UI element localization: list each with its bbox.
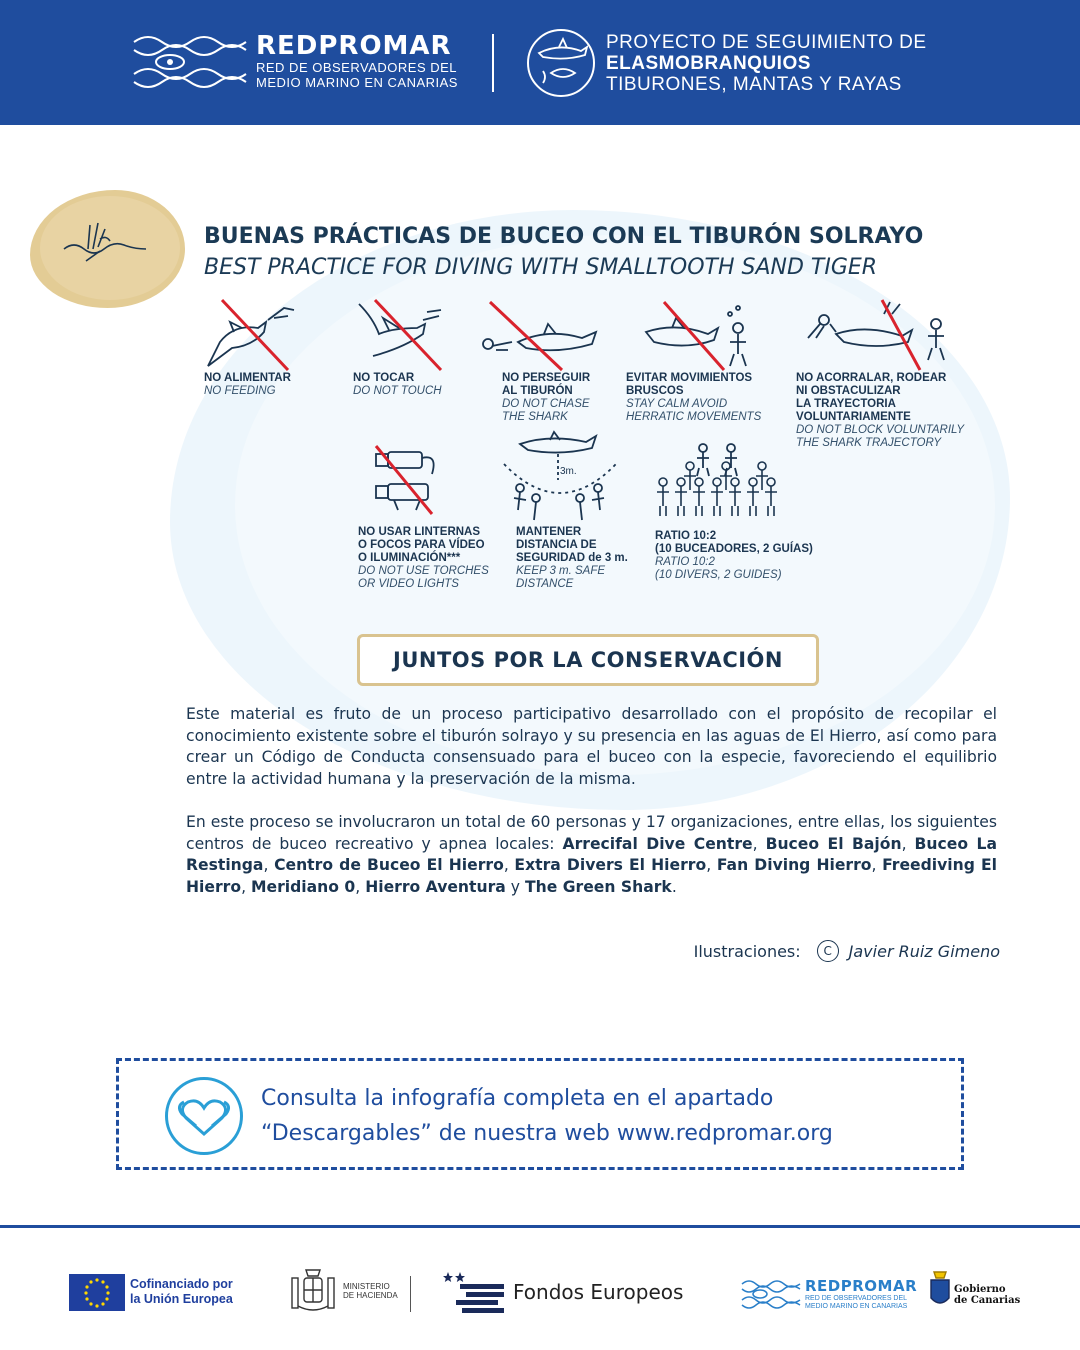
dive-center: Hierro Aventura [365,877,506,896]
title-spanish: BUENAS PRÁCTICAS DE BUCEO CON EL TIBURÓN SOLRAYO [204,224,924,249]
redpromar-logo-icon [132,32,247,92]
dive-center: Buceo La Restinga [186,834,997,875]
practice-label-es: NO TOCAR [353,372,415,384]
info-line-1: Consulta la infografía completa en el apartado [261,1086,774,1111]
header-divider [492,34,494,92]
project-line-3: TIBURONES, MANTAS Y RAYAS [606,74,902,95]
dive-center: Extra Divers El Hierro [514,856,707,875]
practice-label-en: NO FEEDING [204,385,276,397]
practice-label-en: DO NOT USE TORCHES OR VIDEO LIGHTS [358,565,489,590]
ministry-text: MINISTERIO DE HACIENDA [343,1282,398,1300]
practice-label-en: DO NOT TOUCH [353,385,442,397]
practice-label-en: KEEP 3 m. SAFE DISTANCE [516,565,606,590]
dive-center: Meridiano 0 [251,877,356,896]
credits-author: Javier Ruiz Gimeno [848,941,1000,961]
separator: , [263,856,275,875]
diver-hand-icon [60,215,150,275]
eu-cofinanced-text: Cofinanciado por la Unión Europea [130,1277,233,1306]
canarias-coat-of-arms-icon [929,1270,951,1310]
practice-label-es: NO PERSEGUIR AL TIBURÓN [502,372,591,397]
practice-label-es: NO ACORRALAR, RODEAR NI OBSTACULIZAR LA TRAYECTORIA VOLUNTARIAMENTE [796,372,947,423]
copyright-icon: C [817,940,839,962]
no-lights-icon [358,444,448,534]
practice-label-es: MANTENER DISTANCIA DE SEGURIDAD de 3 m. [516,526,628,564]
practice-no-feeding [204,298,300,398]
redpromar-footer-name: REDPROMAR [805,1277,918,1295]
shark-emblem-icon [527,29,595,97]
practice-no-touch [353,298,449,398]
separator: , [355,877,366,896]
header-bar [0,0,1080,125]
separator: , [706,856,717,875]
download-info-box [116,1058,964,1170]
gobierno-canarias-text: Gobierno de Canarias [954,1284,1021,1306]
dive-center: Fan Diving Hierro [716,856,872,875]
no-block-icon [796,298,952,372]
separator: , [901,834,915,853]
practice-no-block [796,298,964,450]
conjunction: y [505,877,525,896]
practice-label-es: EVITAR MOVIMIENTOS BRUSCOS [626,372,753,397]
redpromar-footer-logo-icon [740,1278,802,1310]
dive-center: Arrecifal Dive Centre [562,834,753,853]
safe-distance-icon [500,430,620,526]
dive-center: Buceo El Bajón [765,834,902,853]
separator: , [503,856,515,875]
spain-coat-of-arms-icon [288,1266,338,1316]
practice-ratio [655,440,813,582]
hearts-icon [165,1077,243,1155]
ratio-icon [655,440,789,526]
no-feeding-icon [204,298,300,372]
brand-subtitle-2: MEDIO MARINO EN CANARIAS [256,75,458,90]
practice-label-en: STAY CALM AVOID HERRATIC MOVEMENTS [626,398,762,423]
participants-intro: En este proceso se involucraron un total de 60 personas y 17 organizaciones, entre ellas, los siguientes centros de buceo recreativo y apnea locales: [186,813,997,853]
fondos-europeos-text: Fondos Europeos [513,1280,684,1304]
separator: , [871,856,883,875]
project-line-1: PROYECTO DE SEGUIMIENTO DE [606,32,927,53]
practice-safe-distance [500,430,628,591]
separator: , [241,877,251,896]
footer-divider [0,1225,1080,1228]
participants-paragraph [186,812,997,898]
illustration-credits [694,940,1000,962]
practice-label-es: RATIO 10:2 (10 BUCEADORES, 2 GUÍAS) [655,530,813,555]
practice-label-es: NO USAR LINTERNAS O FOCOS PARA VÍDEO O ILUMINACIÓN*** [358,526,485,564]
dive-center: Freediving El Hierro [186,856,998,896]
period: . [671,877,677,896]
project-line-2: ELASMOBRANQUIOS [606,53,811,74]
eu-flag-icon [69,1274,125,1311]
motto-banner: JUNTOS POR LA CONSERVACIÓN [357,634,819,686]
practice-no-lights [358,444,489,591]
info-line-2[interactable]: “Descargables” de nuestra web www.redpromar.org [261,1121,833,1146]
no-sudden-moves-icon [626,298,756,372]
practice-no-chase [478,298,602,424]
brand-subtitle-1: RED DE OBSERVADORES DEL [256,60,458,75]
no-touch-icon [353,298,449,372]
no-chase-icon [478,298,602,372]
practice-avoid-sudden-moves [626,298,761,424]
redpromar-footer-sub: RED DE OBSERVADORES DEL MEDIO MARINO EN CANARIAS [805,1295,908,1310]
distance-label: 3m. [560,466,577,477]
info-text [261,1081,833,1151]
practice-label-en: RATIO 10:2 (10 DIVERS, 2 GUIDES) [655,556,782,581]
separator: , [752,834,766,853]
practice-label-es: NO ALIMENTAR [204,372,291,384]
title-english: BEST PRACTICE FOR DIVING WITH SMALLTOOTH SAND TIGER [204,255,878,280]
ministry-divider [410,1276,411,1312]
dive-center: The Green Shark [524,877,672,896]
credits-label: Ilustraciones: [693,941,801,961]
project-title [606,32,927,95]
dive-center: Centro de Buceo El Hierro [274,856,504,875]
fondos-europeos-icon [442,1270,506,1314]
brand-name: REDPROMAR [256,31,452,61]
brand-block [256,32,458,90]
description-paragraph: Este material es fruto de un proceso participativo desarrollado con el propósito de recopilar el conocimiento existente sobre el tiburón solrayo y su presencia en las aguas de El Hierro, así como para crear un Código de Conducta consensuado para el buceo con la especie, favoreciendo el equilibrio entre la actividad humana y la preservación de la misma. [186,705,997,788]
practice-label-en: DO NOT BLOCK VOLUNTARILY THE SHARK TRAJECTORY [796,424,965,449]
practice-label-en: DO NOT CHASE THE SHARK [502,398,590,423]
